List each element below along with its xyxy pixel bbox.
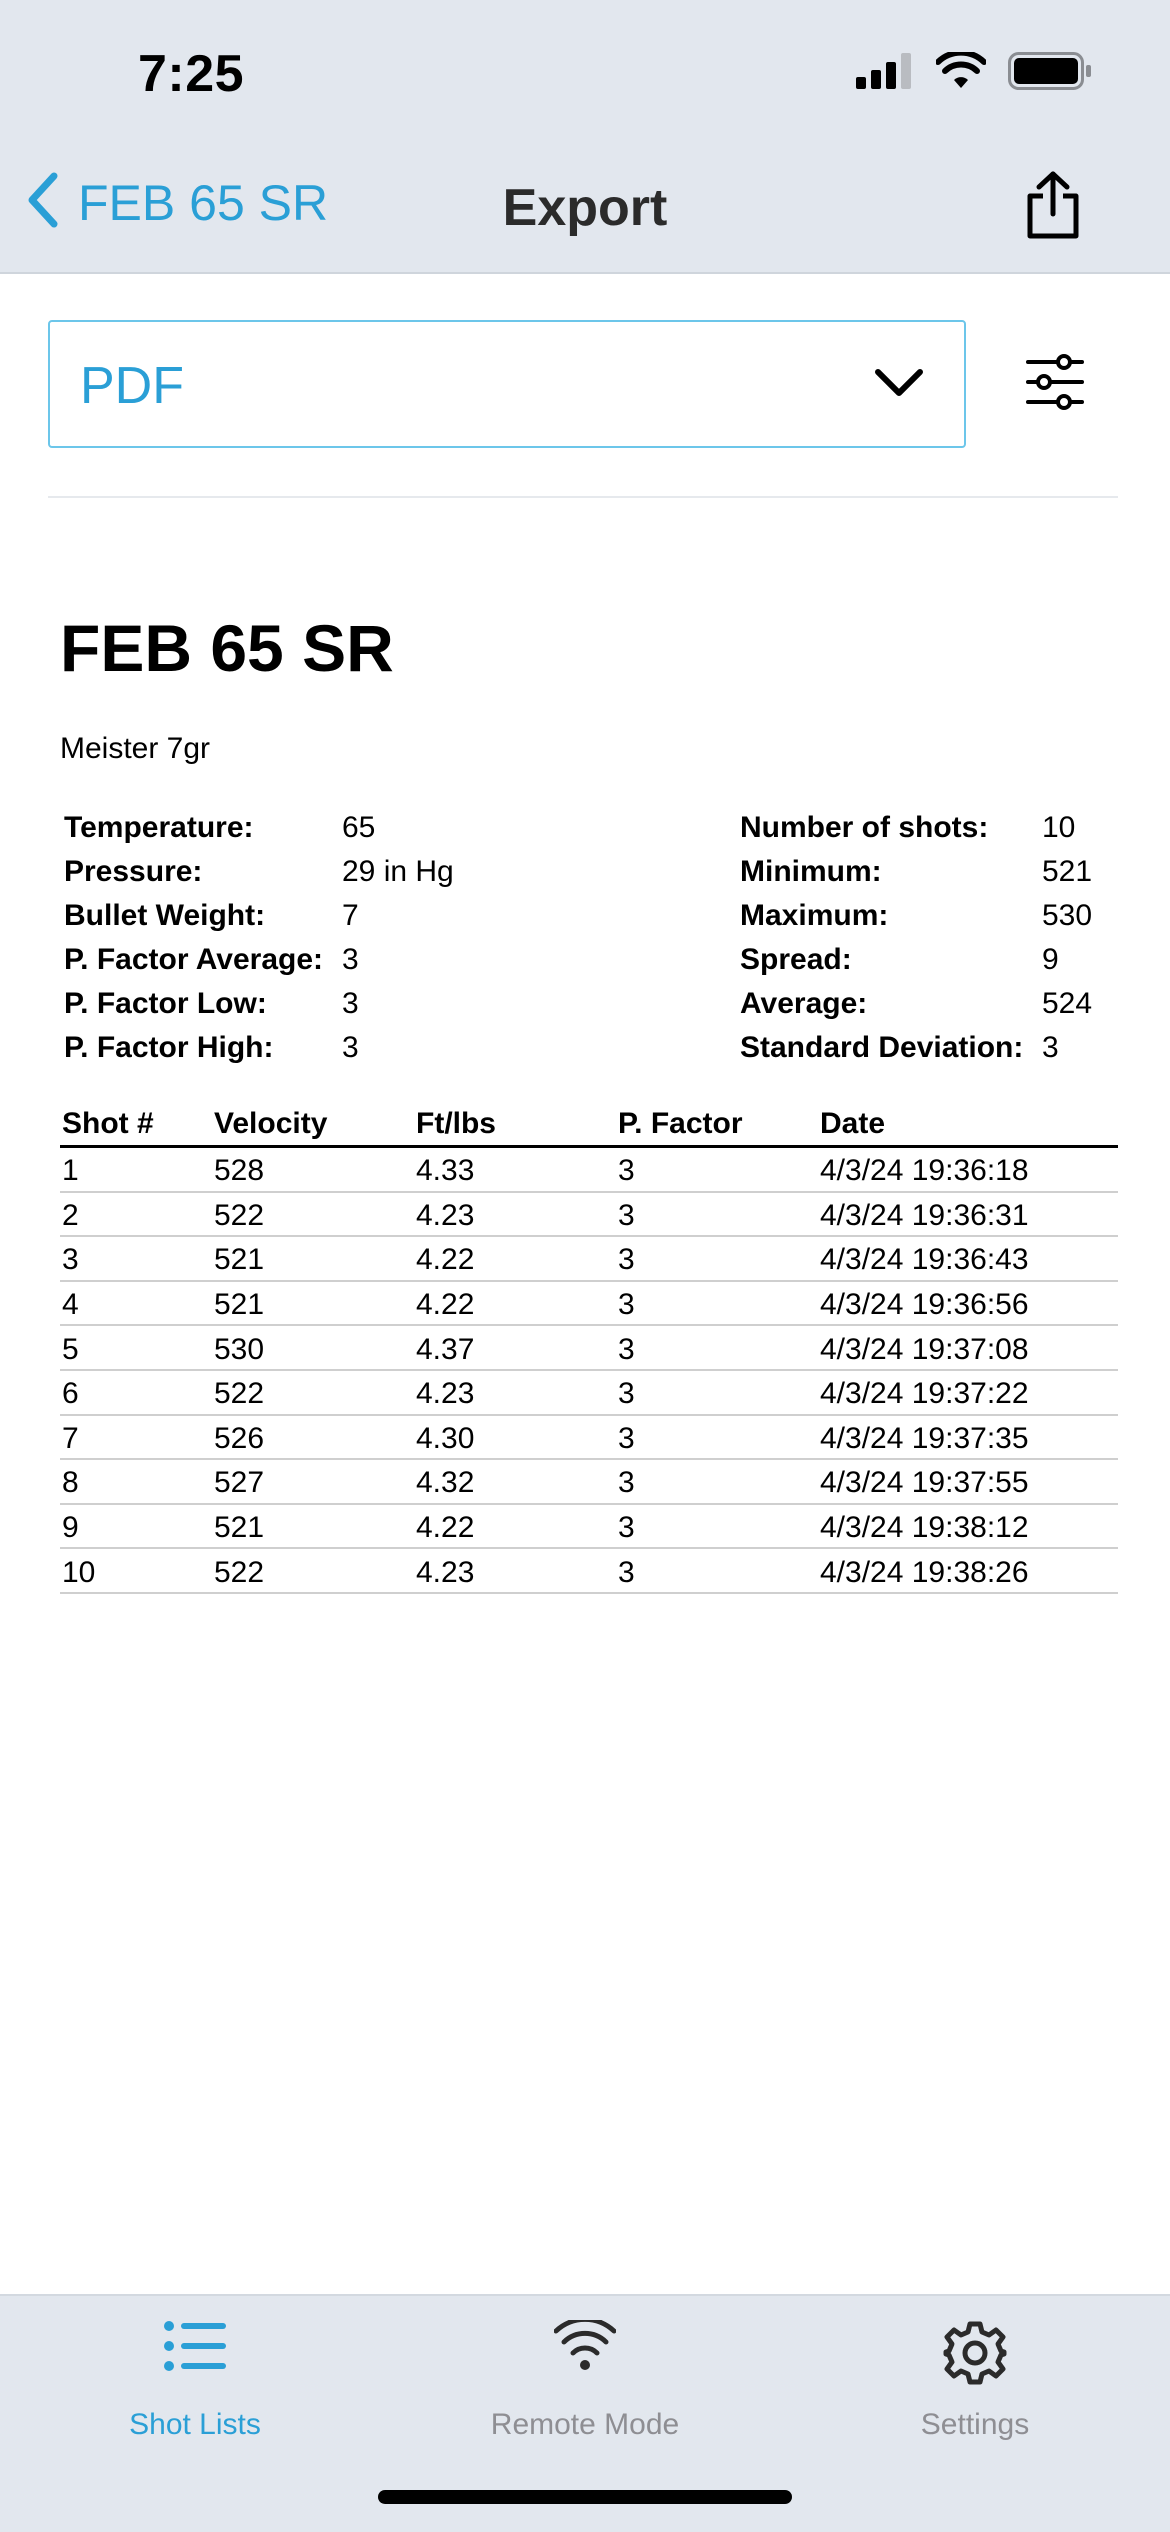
stat-label: P. Factor Low: <box>64 987 267 1020</box>
table-row <box>60 1416 1118 1461</box>
table-cell: 3 <box>618 1154 635 1188</box>
table-cell: 3 <box>618 1243 635 1277</box>
stat-value: 524 <box>1042 987 1093 1020</box>
table-row <box>60 1282 1118 1327</box>
table-cell: 526 <box>214 1421 265 1455</box>
table-row <box>60 1148 1118 1193</box>
stat-label: Temperature: <box>64 811 254 844</box>
report-subtitle: Meister 7gr <box>60 732 211 765</box>
wifi-icon <box>554 2320 616 2377</box>
stat-value: 521 <box>1042 855 1093 888</box>
table-cell: 3 <box>618 1198 635 1232</box>
stat-label: Standard Deviation: <box>740 1031 1024 1064</box>
table-cell: 4.30 <box>416 1421 475 1455</box>
table-cell: 4/3/24 19:36:43 <box>820 1243 1029 1277</box>
table-cell: 530 <box>214 1332 265 1366</box>
stat-value: 65 <box>342 811 376 844</box>
stat-label: Bullet Weight: <box>64 899 266 932</box>
stat-row <box>740 1026 1092 1070</box>
stat-value: 9 <box>1042 943 1059 976</box>
table-cell: 4.22 <box>416 1243 475 1277</box>
stat-value: 29 in Hg <box>342 855 454 888</box>
back-button-label: FEB 65 SR <box>78 174 329 231</box>
stat-row <box>740 850 1092 894</box>
status-icons <box>856 52 1092 95</box>
column-header: Shot # <box>62 1107 154 1140</box>
table-cell: 522 <box>214 1377 265 1411</box>
stat-value: 3 <box>342 1031 359 1064</box>
table-cell: 4.32 <box>416 1466 475 1500</box>
stat-label: P. Factor Average: <box>64 943 323 976</box>
stat-value: 3 <box>1042 1031 1059 1064</box>
stat-value: 530 <box>1042 899 1093 932</box>
table-cell: 4/3/24 19:37:35 <box>820 1421 1029 1455</box>
table-cell: 521 <box>214 1288 265 1322</box>
page-title: Export <box>502 179 668 237</box>
stat-label: Minimum: <box>740 855 882 888</box>
column-header: Date <box>820 1107 886 1140</box>
table-cell: 3 <box>62 1243 79 1277</box>
table-cell: 2 <box>62 1198 79 1232</box>
table-cell: 9 <box>62 1511 79 1545</box>
filter-settings-button[interactable] <box>1026 354 1084 415</box>
table-row <box>60 1371 1118 1416</box>
format-select-value: PDF <box>80 357 184 415</box>
table-row <box>60 1237 1118 1282</box>
tab-label: Shot Lists <box>129 2408 261 2441</box>
stat-row <box>64 894 454 938</box>
table-row <box>60 1460 1118 1505</box>
table-row <box>60 1505 1118 1550</box>
table-cell: 4/3/24 19:37:55 <box>820 1466 1029 1500</box>
table-cell: 6 <box>62 1377 79 1411</box>
table-row <box>60 1193 1118 1238</box>
top-bar <box>0 0 1170 274</box>
stat-row <box>740 982 1092 1026</box>
table-cell: 521 <box>214 1243 265 1277</box>
column-header: Velocity <box>214 1107 328 1140</box>
battery-icon <box>1008 52 1092 95</box>
table-cell: 522 <box>214 1198 265 1232</box>
table-cell: 521 <box>214 1511 265 1545</box>
table-cell: 527 <box>214 1466 265 1500</box>
session-conditions <box>64 806 454 1070</box>
table-cell: 4/3/24 19:37:22 <box>820 1377 1029 1411</box>
table-cell: 4/3/24 19:36:31 <box>820 1198 1029 1232</box>
stat-value: 3 <box>342 987 359 1020</box>
table-cell: 528 <box>214 1154 265 1188</box>
stat-label: P. Factor High: <box>64 1031 274 1064</box>
stat-value: 3 <box>342 943 359 976</box>
home-indicator <box>378 2490 792 2504</box>
table-cell: 4.22 <box>416 1511 475 1545</box>
column-header: P. Factor <box>618 1107 743 1140</box>
tab-label: Settings <box>920 2408 1030 2441</box>
table-cell: 4.23 <box>416 1377 475 1411</box>
table-header <box>60 1104 1118 1148</box>
stat-label: Maximum: <box>740 899 889 932</box>
stat-row <box>64 938 454 982</box>
table-row <box>60 1549 1118 1594</box>
stat-label: Pressure: <box>64 855 203 888</box>
stat-row <box>740 894 1092 938</box>
table-cell: 3 <box>618 1332 635 1366</box>
format-select[interactable] <box>48 320 966 448</box>
table-row <box>60 1326 1118 1371</box>
tab-label: Remote Mode <box>490 2408 680 2441</box>
stat-row <box>64 1026 454 1070</box>
stat-label: Average: <box>740 987 868 1020</box>
sliders-icon <box>1026 397 1084 414</box>
report-title: FEB 65 SR <box>60 611 394 685</box>
table-cell: 3 <box>618 1377 635 1411</box>
list-icon <box>164 2320 226 2377</box>
table-cell: 4/3/24 19:38:12 <box>820 1511 1029 1545</box>
stat-row <box>64 806 454 850</box>
column-header: Ft/lbs <box>416 1107 496 1140</box>
chevron-down-icon <box>874 366 924 405</box>
table-cell: 4.37 <box>416 1332 475 1366</box>
table-cell: 522 <box>214 1555 265 1589</box>
share-icon <box>1024 227 1082 244</box>
gear-icon <box>942 2320 1008 2391</box>
table-cell: 3 <box>618 1511 635 1545</box>
table-cell: 4 <box>62 1288 79 1322</box>
table-cell: 4/3/24 19:37:08 <box>820 1332 1029 1366</box>
stat-label: Spread: <box>740 943 852 976</box>
table-cell: 4/3/24 19:38:26 <box>820 1555 1029 1589</box>
stat-value: 10 <box>1042 811 1076 844</box>
table-cell: 4.23 <box>416 1198 475 1232</box>
share-button[interactable] <box>1024 170 1082 245</box>
stat-row <box>740 806 1092 850</box>
table-cell: 4.33 <box>416 1154 475 1188</box>
stat-row <box>64 850 454 894</box>
table-cell: 3 <box>618 1555 635 1589</box>
table-cell: 3 <box>618 1288 635 1322</box>
velocity-statistics <box>740 806 1092 1070</box>
stat-label: Number of shots: <box>740 811 989 844</box>
table-cell: 4.23 <box>416 1555 475 1589</box>
stat-row <box>64 982 454 1026</box>
table-cell: 4/3/24 19:36:18 <box>820 1154 1029 1188</box>
table-cell: 3 <box>618 1421 635 1455</box>
divider <box>48 496 1118 498</box>
table-cell: 4.22 <box>416 1288 475 1322</box>
status-time: 7:25 <box>138 45 245 103</box>
table-cell: 8 <box>62 1466 79 1500</box>
table-cell: 3 <box>618 1466 635 1500</box>
shot-table <box>60 1104 1118 1594</box>
table-cell: 1 <box>62 1154 79 1188</box>
table-cell: 4/3/24 19:36:56 <box>820 1288 1029 1322</box>
stat-value: 7 <box>342 899 359 932</box>
wifi-status-icon <box>936 52 986 95</box>
table-cell: 10 <box>62 1555 96 1589</box>
cellular-signal-icon <box>856 53 914 94</box>
table-cell: 7 <box>62 1421 79 1455</box>
stat-row <box>740 938 1092 982</box>
table-cell: 5 <box>62 1332 79 1366</box>
